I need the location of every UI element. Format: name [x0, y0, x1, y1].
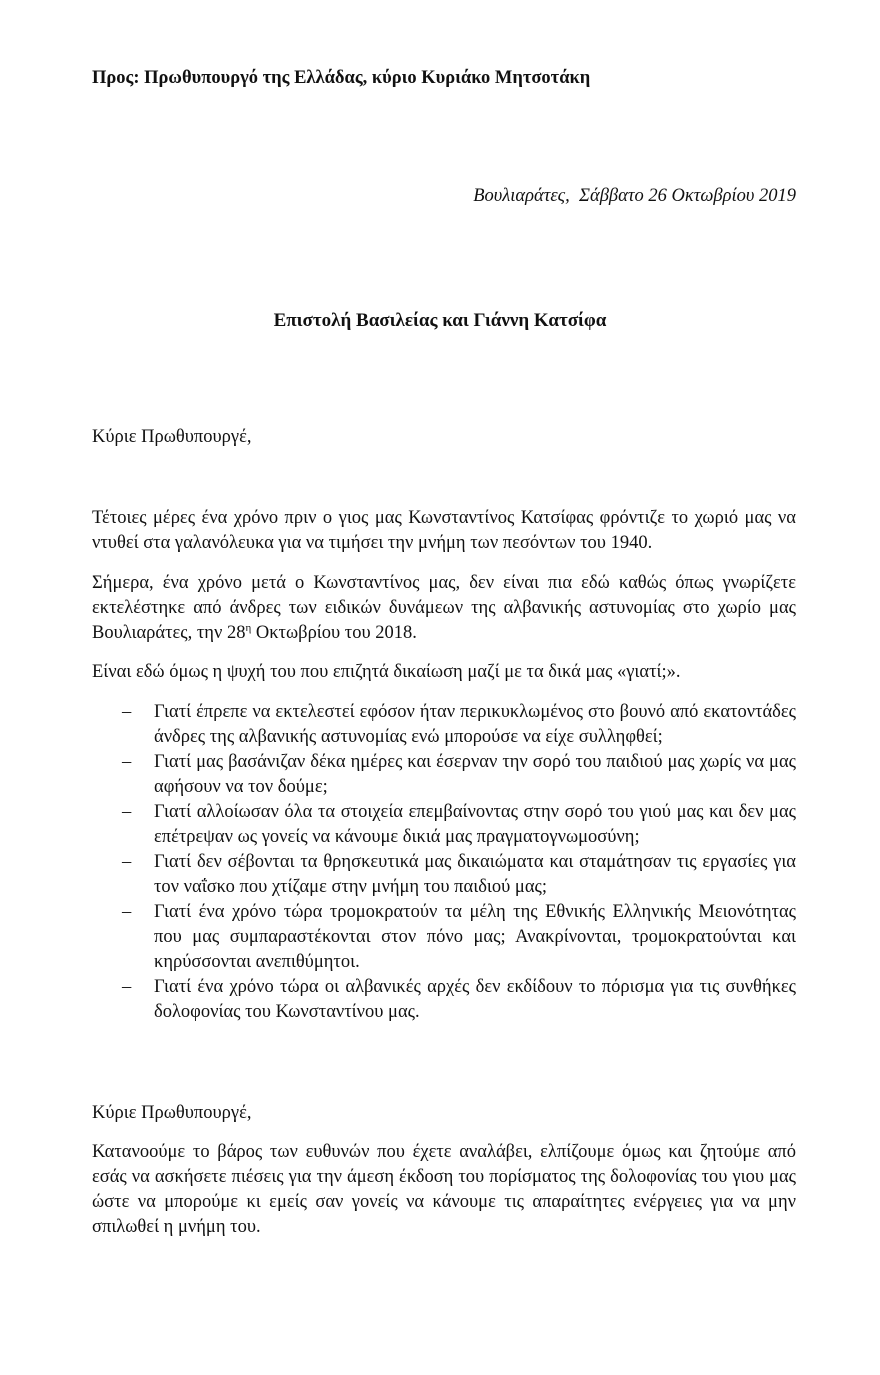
question-item: [122, 900, 796, 975]
letter-title: Επιστολή Βασιλείας και Γιάννη Κατσίφα: [273, 310, 607, 331]
dash-bullet: –: [122, 802, 132, 822]
dash-bullet: –: [122, 977, 132, 997]
salutation-closing: Κύριε Πρωθυπουργέ,: [92, 1103, 252, 1123]
paragraph-request: Κατανοούμε το βάρος των ευθυνών που έχετε αναλάβει, ελπίζουμε όμως και ζητούμε από εσάς να ασκήσετε πιέσεις για την άμεση έκδοση του πορίσματος της δολοφονίας του γιου μας ώστε να μπορούμε κι εμείς σαν γονείς να κάνουμε τις απαραίτητες ενέργειες για να μην σπιλωθεί η μνήμη του.: [92, 1142, 796, 1237]
question-item: [122, 750, 796, 800]
place-date-line: Βουλιαράτες, Σάββατο 26 Οκτωβρίου 2019: [473, 186, 796, 206]
question-text: Γιατί έπρεπε να εκτελεστεί εφόσον ήταν περικυκλωμένος στο βουνό από εκατοντάδες άνδρες της αλβανικής αστυνομίας ενώ μπορούσε να είχε συλληφθεί;: [154, 702, 796, 747]
paragraph-execution-date: Οκτωβρίου του 2018.: [251, 623, 417, 643]
dash-bullet: –: [122, 702, 132, 722]
question-item: [122, 850, 796, 900]
question-item: [122, 800, 796, 850]
question-text: Γιατί ένα χρόνο τώρα οι αλβανικές αρχές δεν εκδίδουν το πόρισμα για τις συνθήκες δολοφονίας του Κωνσταντίνου μας.: [154, 977, 796, 1022]
ordinal-superscript: η: [245, 621, 252, 634]
dash-bullet: –: [122, 852, 132, 872]
paragraph-execution-text: Σήμερα, ένα χρόνο μετά ο Κωνσταντίνος μας, δεν είναι πια εδώ καθώς όπως γνωρίζετε εκτελέστηκε από άνδρες των ειδικών δυνάμεων της αλβανικής αστυνομίας στο χωρίο μας Βουλιαράτες, την 28: [92, 573, 796, 643]
question-text: Γιατί αλλοίωσαν όλα τα στοιχεία επεμβαίνοντας στην σορό του γιού μας και δεν μας επέτρεψαν ως γονείς να κάνουμε δικιά μας πραγματογνωμοσύνη;: [154, 802, 796, 847]
recipient-line: Προς: Πρωθυπουργό της Ελλάδας, κύριο Κυριάκο Μητσοτάκη: [92, 68, 591, 88]
question-text: Γιατί μας βασάνιζαν δέκα ημέρες και έσερναν την σορό του παιδιού μας χωρίς να μας αφήσουν να τον δούμε;: [154, 752, 796, 797]
dash-bullet: –: [122, 902, 132, 922]
dash-bullet: –: [122, 752, 132, 772]
paragraph-execution: [92, 571, 796, 646]
question-item: [122, 700, 796, 750]
paragraph-intro: Τέτοιες μέρες ένα χρόνο πριν ο γιος μας Κωνσταντίνος Κατσίφας φρόντιζε το χωριό μας να ντυθεί στα γαλανόλευκα για να τιμήσει την μνήμη των πεσόντων του 1940.: [92, 508, 796, 553]
paragraph-soul: Είναι εδώ όμως η ψυχή του που επιζητά δικαίωση μαζί με τα δικά μας «γιατί;».: [92, 662, 681, 682]
question-text: Γιατί ένα χρόνο τώρα τρομοκρατούν τα μέλη της Εθνικής Ελληνικής Μειονότητας που μας συμπαραστέκονται στον πόνο μας; Ανακρίνονται, τρομοκρατούνται και κηρύσσονται ανεπιθύμητοι.: [154, 902, 796, 972]
question-item: [122, 975, 796, 1025]
question-text: Γιατί δεν σέβονται τα θρησκευτικά μας δικαιώματα και σταμάτησαν τις εργασίες για τον ναΐσκο που χτίζαμε στην μνήμη του παιδιού μας;: [154, 852, 796, 897]
questions-list: [122, 700, 796, 1025]
salutation-opening: Κύριε Πρωθυπουργέ,: [92, 427, 252, 447]
